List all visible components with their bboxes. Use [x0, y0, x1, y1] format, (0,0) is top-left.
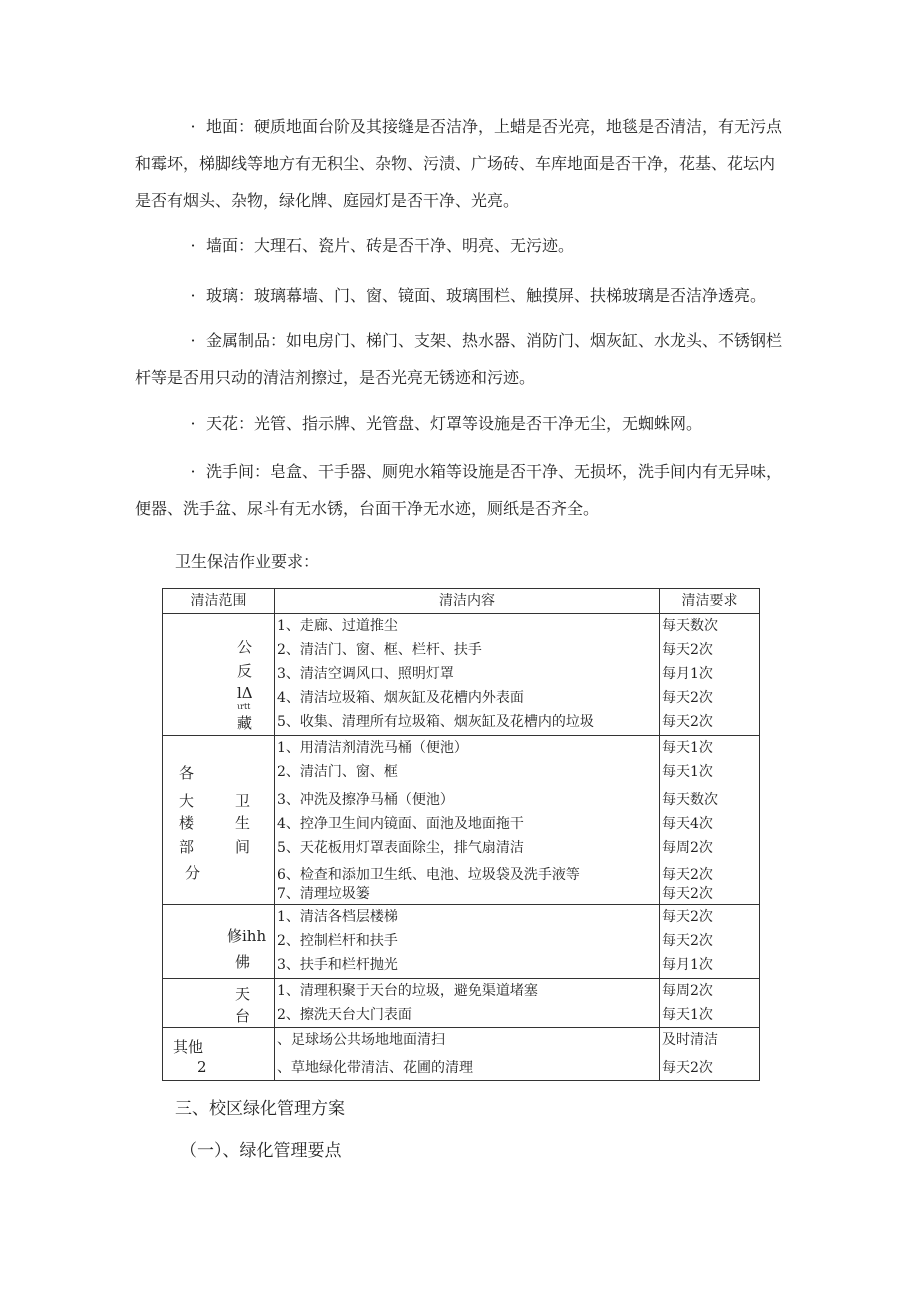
- scope-char: 公: [237, 638, 253, 656]
- content-item: 3、扶手和栏杆抛光: [277, 957, 398, 973]
- content-item: 1、清理积聚于天台的垃圾，避免渠道堵塞: [277, 983, 538, 999]
- paragraph-text: 天花：光管、指示牌、光管盘、灯罩等设施是否干净无尘，无蜘蛛网。: [206, 414, 703, 433]
- scope-char: 修ihh: [227, 927, 267, 945]
- bullet-icon: ·: [190, 286, 196, 305]
- section-heading: 三、校区绿化管理方案: [175, 1099, 345, 1119]
- content-item: 5、收集、清理所有垃圾箱、烟灰缸及花槽内的垃圾: [277, 714, 594, 730]
- scope-char: 藏: [237, 714, 253, 732]
- scope-char: ιrtt: [237, 702, 251, 711]
- scope-char: 生: [235, 814, 251, 832]
- content-item: 6、检查和添加卫生纸、电池、垃圾袋及洗手液等: [277, 867, 580, 883]
- requirement-item: 每天2次: [662, 933, 713, 949]
- content-item: 、足球场公共场地地面清扫: [277, 1032, 445, 1048]
- scope-char: 间: [235, 838, 251, 856]
- scope-char: 分: [185, 864, 201, 882]
- paragraph-floor: [135, 108, 785, 219]
- bullet-icon: ·: [190, 236, 196, 255]
- paragraph-restroom: [135, 453, 785, 527]
- requirement-item: 每天数次: [662, 618, 718, 634]
- requirement-item: 每天1次: [662, 740, 713, 756]
- table-row: [163, 979, 760, 1028]
- paragraph-wall: [135, 227, 785, 264]
- paragraph-ceiling: [135, 405, 785, 442]
- content-cell: [275, 614, 660, 736]
- content-item: 、草地绿化带清洁、花圃的清理: [277, 1060, 473, 1076]
- requirement-item: 每周2次: [662, 983, 713, 999]
- content-item: 3、清洁空调风口、照明灯罩: [277, 666, 454, 682]
- requirement-item: 每天1次: [662, 764, 713, 780]
- requirement-cell: [660, 905, 760, 979]
- requirement-item: 每天1次: [662, 1007, 713, 1023]
- requirement-item: 每天数次: [662, 792, 718, 808]
- scope-char: 各: [179, 764, 195, 782]
- table-row: [163, 1028, 760, 1081]
- scope-char: 其他: [173, 1038, 204, 1056]
- sub-heading: （一）、绿化管理要点: [180, 1141, 342, 1161]
- requirement-item: 每周2次: [662, 840, 713, 856]
- requirement-cell: [660, 1028, 760, 1081]
- requirement-cell: [660, 614, 760, 736]
- content-item: 1、清洁各档层楼梯: [277, 909, 398, 925]
- requirement-item: 每天2次: [662, 886, 713, 902]
- content-item: 2、控制栏杆和扶手: [277, 933, 398, 949]
- requirement-item: 每月1次: [662, 666, 713, 682]
- table-row: [163, 614, 760, 736]
- content-item: 4、清洁垃圾箱、烟灰缸及花槽内外表面: [277, 690, 524, 706]
- table-title: 卫生保洁作业要求：: [175, 552, 320, 571]
- requirement-item: 每天2次: [662, 909, 713, 925]
- content-cell: [275, 1028, 660, 1081]
- scope-char: 大: [179, 792, 195, 810]
- bullet-icon: ·: [190, 462, 196, 481]
- content-item: 1、用清洁剂清洗马桶（便池）: [277, 740, 468, 756]
- scope-char: 反: [237, 662, 253, 680]
- requirement-item: 每天2次: [662, 642, 713, 658]
- content-cell: [275, 905, 660, 979]
- scope-char: 佛: [235, 953, 251, 971]
- content-item: 2、清洁门、窗、框: [277, 764, 398, 780]
- requirement-item: 每天4次: [662, 816, 713, 832]
- content-item: 2、擦洗天台大门表面: [277, 1007, 412, 1023]
- table-row: [163, 736, 760, 905]
- scope-char: 台: [235, 1007, 251, 1025]
- scope-cell: [163, 905, 275, 979]
- content-cell: [275, 979, 660, 1028]
- scope-char: 楼: [179, 814, 195, 832]
- bullet-icon: ·: [190, 331, 196, 350]
- scope-cell: [163, 979, 275, 1028]
- requirement-item: 每天2次: [662, 1060, 713, 1076]
- scope-cell: [163, 736, 275, 905]
- paragraph-text: 玻璃：玻璃幕墙、门、窗、镜面、玻璃围栏、触摸屏、扶梯玻璃是否洁净透亮。: [206, 286, 767, 305]
- requirement-cell: [660, 736, 760, 905]
- content-item: 7、清理垃圾篓: [277, 886, 370, 902]
- scope-char: 部: [179, 838, 195, 856]
- header-requirement: 清洁要求: [660, 589, 760, 614]
- requirement-cell: [660, 979, 760, 1028]
- paragraph-text: 地面：硬质地面台阶及其接缝是否洁净，上蜡是否光亮，地毯是否清洁，有无污点和霉坏，梯脚线等地方有无积尘、杂物、污渍、广场砖、车库地面是否干净，花基、花坛内是否有烟头、杂物，绿化牌、庭园灯是否干净、光亮。: [135, 117, 783, 210]
- scope-char: lΔ: [237, 684, 253, 702]
- content-item: 5、天花板用灯罩表面除尘，排气扇清洁: [277, 840, 524, 856]
- content-item: 3、冲洗及擦净马桶（便池）: [277, 792, 454, 808]
- requirement-item: 每天2次: [662, 867, 713, 883]
- bullet-icon: ·: [190, 117, 196, 136]
- content-item: 1、走廊、过道推尘: [277, 618, 398, 634]
- paragraph-text: 金属制品：如电房门、梯门、支架、热水器、消防门、烟灰缸、水龙头、不锈钢栏杆等是否用只动的清洁剂擦过，是否光亮无锈迹和污迹。: [135, 331, 783, 387]
- paragraph-glass: [135, 277, 785, 314]
- paragraph-text: 墙面：大理石、瓷片、砖是否干净、明亮、无污迹。: [206, 236, 575, 255]
- scope-cell: [163, 614, 275, 736]
- table-row: [163, 905, 760, 979]
- paragraph-metal: [135, 322, 785, 396]
- content-cell: [275, 736, 660, 905]
- scope-cell: [163, 1028, 275, 1081]
- requirement-item: 每天2次: [662, 714, 713, 730]
- table-header-row: [163, 589, 760, 614]
- requirement-item: 及时清洁: [662, 1032, 718, 1048]
- paragraph-text: 洗手间：皂盒、干手器、厕兜水箱等设施是否干净、无损坏，洗手间内有无异味，便器、洗手盆、尿斗有无水锈，台面干净无水迹，厕纸是否齐全。: [135, 462, 783, 518]
- scope-char: 卫: [235, 792, 251, 810]
- requirement-item: 每月1次: [662, 957, 713, 973]
- bullet-icon: ·: [190, 414, 196, 433]
- header-scope: 清洁范围: [163, 589, 275, 614]
- scope-char: 天: [235, 985, 251, 1003]
- header-content: 清洁内容: [275, 589, 660, 614]
- scope-char: 2: [197, 1058, 207, 1076]
- content-item: 2、清洁门、窗、框、栏杆、扶手: [277, 642, 482, 658]
- cleaning-table: [162, 588, 760, 1081]
- content-item: 4、控净卫生间内镜面、面池及地面拖干: [277, 816, 524, 832]
- requirement-item: 每天2次: [662, 690, 713, 706]
